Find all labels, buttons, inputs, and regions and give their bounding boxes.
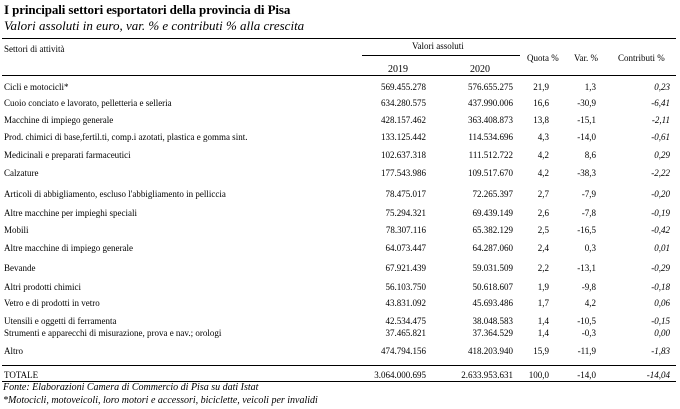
variation: -10,5 — [577, 316, 596, 326]
quota: 2,5 — [537, 225, 549, 235]
quota: 15,9 — [533, 346, 549, 356]
header-year-2020: 2020 — [470, 64, 490, 75]
header-year-2019: 2019 — [388, 64, 408, 75]
header-rule — [2, 75, 676, 76]
quota: 21,9 — [533, 82, 549, 92]
value-2019: 634.280.575 — [381, 98, 426, 108]
value-2019: 78.475.017 — [385, 189, 426, 199]
sector-name: Medicinali e preparati farmaceutici — [4, 150, 131, 160]
contribution: 0,23 — [654, 82, 670, 92]
value-2019: 64.073.447 — [385, 243, 426, 253]
contribution: 0,29 — [654, 150, 670, 160]
variation: -0,3 — [581, 328, 596, 338]
table-row — [0, 167, 680, 179]
table-row — [0, 114, 680, 126]
quota: 16,6 — [533, 98, 549, 108]
variation: -7,9 — [581, 189, 596, 199]
value-2019: 78.307.116 — [385, 225, 426, 235]
value-2020: 109.517.670 — [468, 168, 513, 178]
sector-name: Macchine di impiego generale — [4, 115, 114, 125]
header-sector: Settori di attività — [4, 44, 65, 54]
table-row — [0, 207, 680, 219]
contribution: -2,11 — [651, 115, 670, 125]
table-row — [0, 281, 680, 293]
contribution: -0,20 — [651, 189, 670, 199]
variation: -7,8 — [581, 208, 596, 218]
top-rule — [2, 38, 676, 39]
value-2020: 114.534.696 — [468, 132, 513, 142]
footnote-source: Fonte: Elaborazioni Camera di Commercio di Pisa su dati Istat — [3, 382, 259, 393]
header-values-group: Valori assoluti — [412, 41, 464, 51]
table-row — [0, 81, 680, 93]
variation: -15,1 — [577, 115, 596, 125]
value-2019: 474.794.156 — [381, 346, 426, 356]
header-quota: Quota % — [527, 53, 559, 63]
quota: 4,2 — [537, 150, 549, 160]
value-2020: 69.439.149 — [472, 208, 513, 218]
quota: 2,2 — [537, 263, 549, 273]
table-subtitle: Valori assoluti in euro, var. % e contributi % alla crescita — [4, 18, 305, 33]
quota: 13,8 — [533, 115, 549, 125]
sector-name: Altre macchine per impieghi speciali — [4, 208, 137, 218]
quota: 4,3 — [537, 132, 549, 142]
sector-name: Cicli e motocicli* — [4, 82, 69, 92]
value-2020: 111.512.722 — [468, 150, 513, 160]
variation: 1,3 — [584, 82, 596, 92]
value-2020: 418.203.940 — [468, 346, 513, 356]
variation: -9,8 — [581, 282, 596, 292]
contribution: -0,29 — [651, 263, 670, 273]
total-quota: 100,0 — [528, 370, 549, 380]
sector-name: Prod. chimici di base,fertil.ti, comp.i azotati, plastica e gomma sint. — [4, 132, 248, 142]
variation: -16,5 — [577, 225, 596, 235]
sector-name: Mobili — [4, 225, 29, 235]
table-row — [0, 149, 680, 161]
contribution: -6,41 — [651, 98, 670, 108]
value-2020: 59.031.509 — [472, 263, 513, 273]
sector-name: Strumenti e apparecchi di misurazione, prova e nav.; orologi — [4, 328, 222, 338]
total-rule — [2, 365, 676, 366]
variation: 0,3 — [584, 243, 596, 253]
sector-name: Altri prodotti chimici — [4, 282, 81, 292]
contribution: -2,22 — [651, 168, 670, 178]
total-2019: 3.064.000.695 — [374, 370, 426, 380]
contribution: -0,18 — [651, 282, 670, 292]
table-row — [0, 297, 680, 309]
total-row — [0, 369, 680, 381]
contribution: -0,61 — [651, 132, 670, 142]
value-2019: 133.125.442 — [381, 132, 426, 142]
variation: -13,1 — [577, 263, 596, 273]
value-2019: 177.543.986 — [381, 168, 426, 178]
variation: -38,3 — [577, 168, 596, 178]
sector-name: Utensili e oggetti di ferramenta — [4, 316, 117, 326]
contribution: -1,83 — [651, 346, 670, 356]
variation: -14,0 — [577, 132, 596, 142]
variation: -30,9 — [577, 98, 596, 108]
value-2020: 437.990.006 — [468, 98, 513, 108]
sector-name: Calzature — [4, 168, 39, 178]
value-2020: 38.048.583 — [472, 316, 513, 326]
sector-name: Cuoio conciato e lavorato, pelletteria e selleria — [4, 98, 172, 108]
quota: 1,4 — [537, 316, 549, 326]
quota: 2,7 — [537, 189, 549, 199]
contribution: 0,01 — [654, 243, 670, 253]
sector-name: Altro — [4, 346, 23, 356]
quota: 2,6 — [537, 208, 549, 218]
value-2020: 64.287.060 — [472, 243, 513, 253]
value-2019: 428.157.462 — [381, 115, 426, 125]
table-row — [0, 315, 680, 327]
table-row — [0, 242, 680, 254]
value-2019: 37.465.821 — [385, 328, 426, 338]
sector-name: Bevande — [4, 263, 36, 273]
value-2019: 75.294.321 — [385, 208, 426, 218]
variation: 8,6 — [584, 150, 596, 160]
quota: 1,4 — [537, 328, 549, 338]
variation: -11,9 — [577, 346, 596, 356]
group-rule — [362, 55, 520, 56]
contribution: -0,15 — [651, 316, 670, 326]
table-row — [0, 327, 680, 339]
sector-name: Altre macchine di impiego generale — [4, 243, 133, 253]
table-row — [0, 224, 680, 236]
quota: 1,7 — [537, 298, 549, 308]
table-row — [0, 345, 680, 357]
value-2020: 65.382.129 — [472, 225, 513, 235]
total-label: TOTALE — [4, 370, 39, 380]
contribution: 0,06 — [654, 298, 670, 308]
total-contrib: -14,04 — [646, 370, 670, 380]
total-2020: 2.633.953.631 — [461, 370, 513, 380]
quota: 1,9 — [537, 282, 549, 292]
value-2019: 67.921.439 — [385, 263, 426, 273]
value-2020: 363.408.873 — [468, 115, 513, 125]
value-2020: 37.364.529 — [472, 328, 513, 338]
value-2019: 56.103.750 — [385, 282, 426, 292]
variation: 4,2 — [584, 298, 596, 308]
header-var: Var. % — [574, 53, 598, 63]
table-row — [0, 262, 680, 274]
contribution: -0,42 — [651, 225, 670, 235]
quota: 2,4 — [537, 243, 549, 253]
value-2020: 50.618.607 — [472, 282, 513, 292]
value-2020: 45.693.486 — [472, 298, 513, 308]
value-2020: 72.265.397 — [472, 189, 513, 199]
contribution: -0,19 — [651, 208, 670, 218]
value-2019: 43.831.092 — [385, 298, 426, 308]
contribution: 0,00 — [654, 328, 670, 338]
table-title: I principali settori esportatori della provincia di Pisa — [4, 2, 291, 17]
table-row — [0, 97, 680, 109]
header-contrib: Contributi % — [618, 53, 665, 63]
table-row — [0, 131, 680, 143]
footnote-note: *Motocicli, motoveicoli, loro motori e accessori, biciclette, veicoli per invalidi — [3, 395, 318, 406]
value-2019: 569.455.278 — [381, 82, 426, 92]
value-2019: 42.534.475 — [385, 316, 426, 326]
quota: 4,2 — [537, 168, 549, 178]
sector-name: Vetro e di prodotti in vetro — [4, 298, 100, 308]
sector-name: Articoli di abbigliamento, escluso l'abbigliamento in pelliccia — [4, 189, 226, 199]
value-2020: 576.655.275 — [468, 82, 513, 92]
value-2019: 102.637.318 — [381, 150, 426, 160]
table-row — [0, 188, 680, 200]
total-var: -14,0 — [577, 370, 596, 380]
